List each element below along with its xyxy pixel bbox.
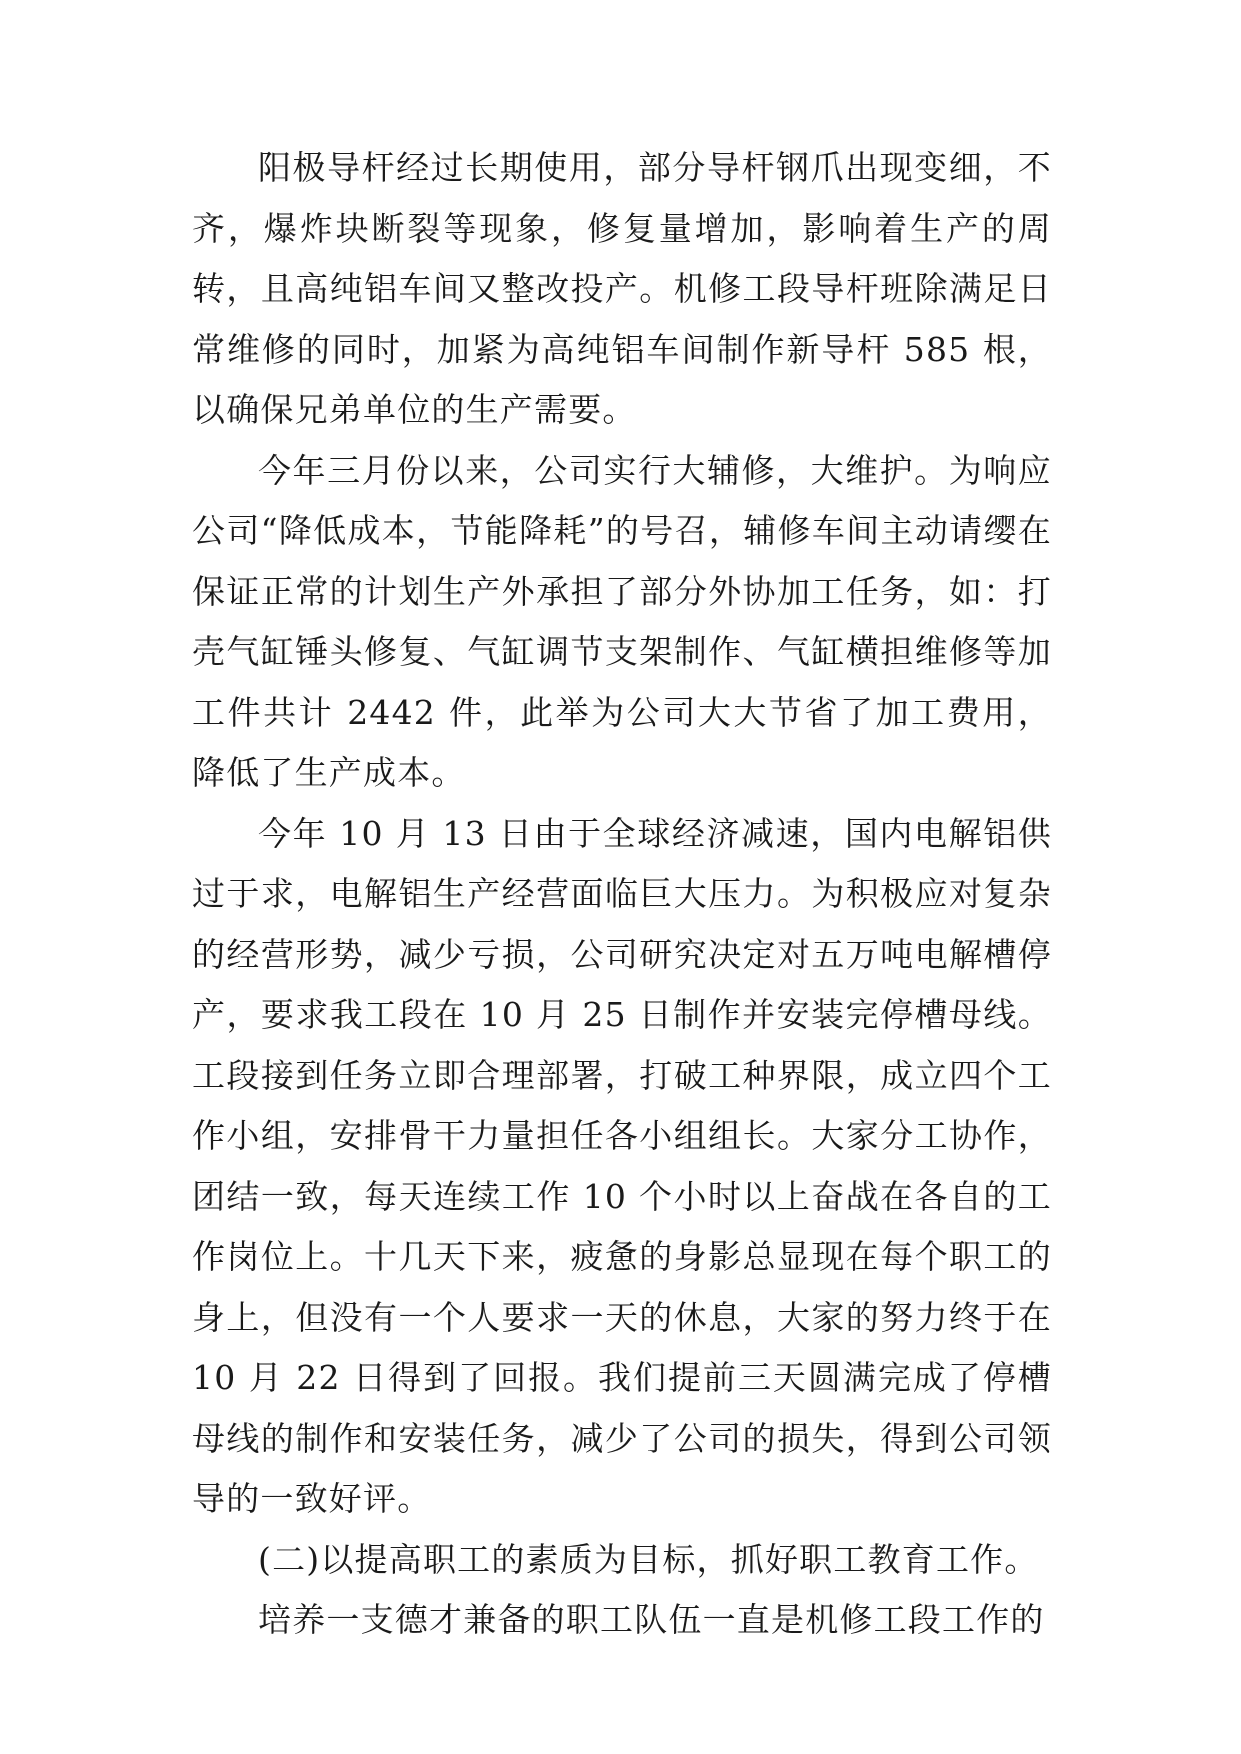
paragraph-anode-rods: 阳极导杆经过长期使用，部分导杆钢爪出现变细，不齐，爆炸块断裂等现象，修复量增加，影响着生产的周转，且高纯铝车间又整改投产。机修工段导杆班除满足日常维修的同时，加紧为高纯铝车间制作新导杆 585 根，以确保兄弟单位的生产需要。 bbox=[192, 148, 1052, 429]
paragraph-cost-reduction: 今年三月份以来，公司实行大辅修，大维护。为响应公司“降低成本，节能降耗”的号召，辅修车间主动请缨在保证正常的计划生产外承担了部分外协加工任务，如：打壳气缸锤头修复、气缸调节支架制作、气缸横担维修等加工件共计 2442 件，此举为公司大大节省了加工费用，降低了生产成本。 bbox=[192, 450, 1052, 792]
paragraph-staff-training: 培养一支德才兼备的职工队伍一直是机修工段工作的 bbox=[258, 1600, 1045, 1639]
document-body bbox=[192, 138, 1052, 1651]
paragraph-busbar-task: 今年 10 月 13 日由于全球经济减速，国内电解铝供过于求，电解铝生产经营面临巨大压力。为积极应对复杂的经营形势，减少亏损，公司研究决定对五万吨电解槽停产，要求我工段在 10 月 25 日制作并安装完停槽母线。工段接到任务立即合理部署，打破工种界限，成立四个工作小组，安排骨干力量担任各小组组长。大家分工协作，团结一致，每天连续工作 10 个小时以上奋战在各自的工作岗位上。十几天下来，疲惫的身影总显现在每个职工的身上，但没有一个人要求一天的休息，大家的努力终于在 10 月 22 日得到了回报。我们提前三天圆满完成了停槽母线的制作和安装任务，减少了公司的损失，得到公司领导的一致好评。 bbox=[192, 813, 1052, 1518]
section-heading-staff-education: (二)以提高职工的素质为目标，抓好职工教育工作。 bbox=[258, 1539, 1039, 1579]
